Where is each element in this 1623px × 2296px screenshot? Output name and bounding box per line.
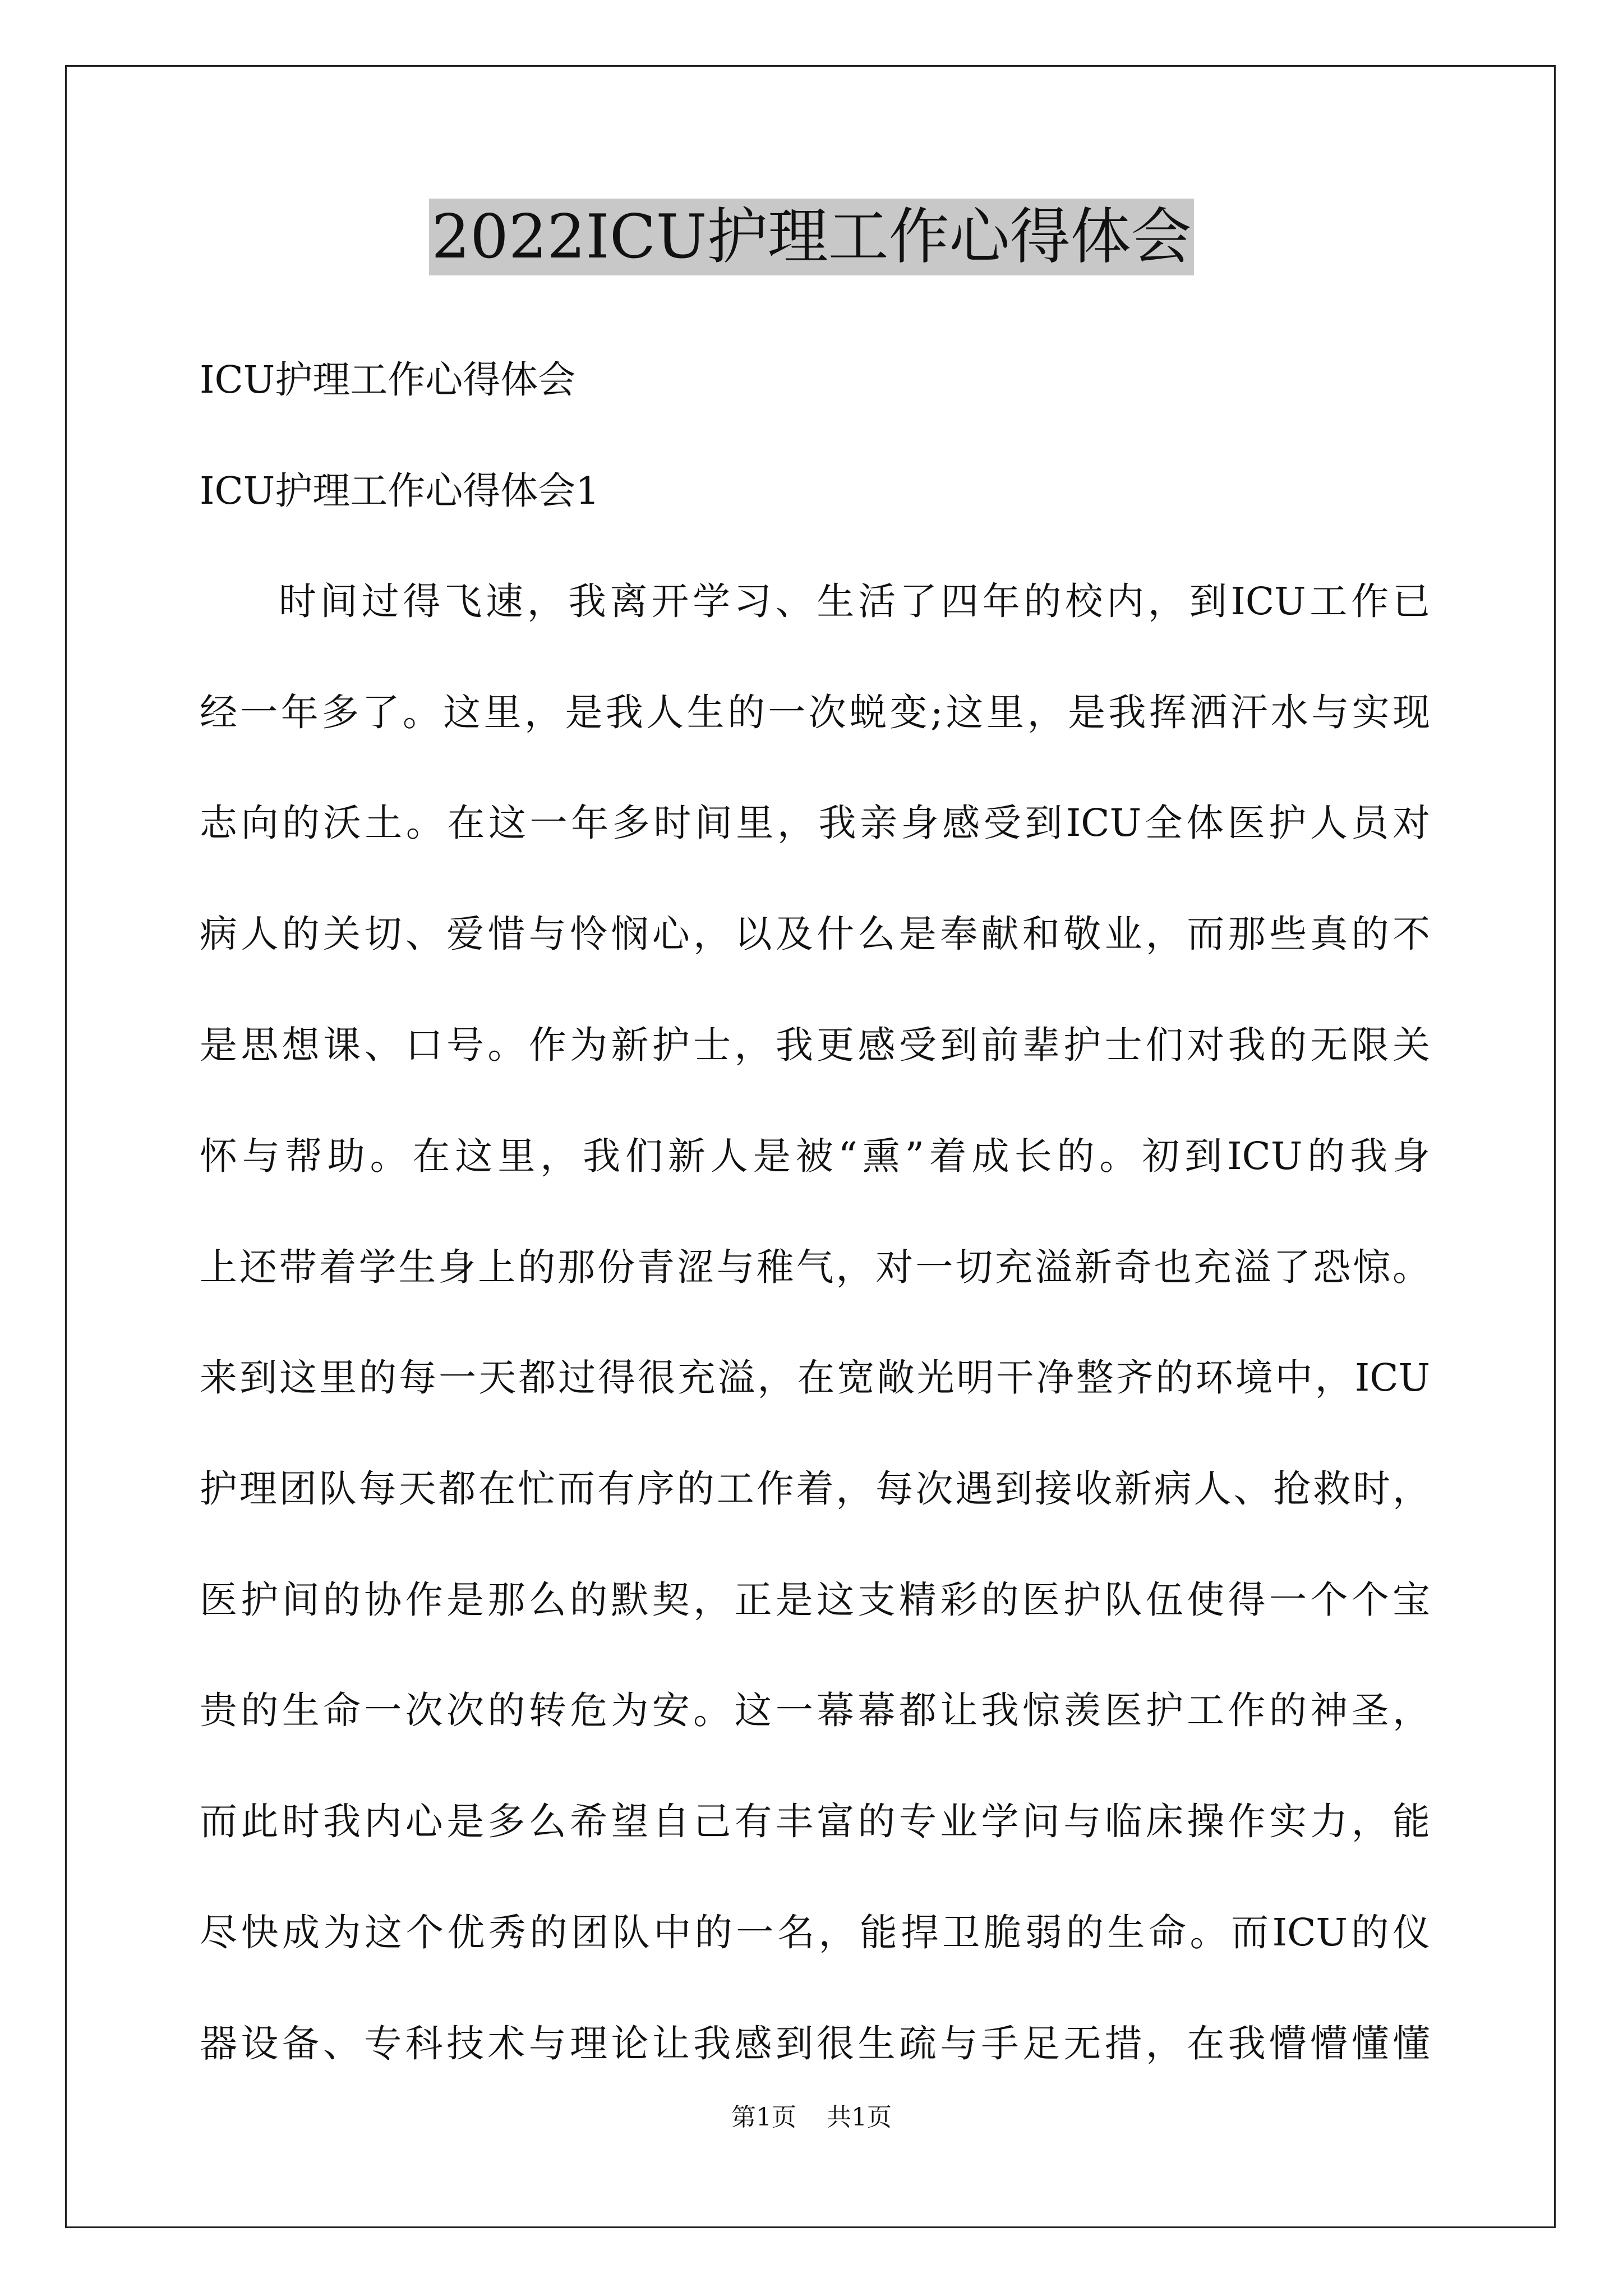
page-total: 共1页 bbox=[827, 2103, 892, 2132]
paragraph-line: 上还带着学生身上的那份青涩与稚气，对一切充溢新奇也充溢了恐惊。 bbox=[200, 1245, 1430, 1289]
paragraph-line: 尽快成为这个优秀的团队中的一名，能捍卫脆弱的生命。而ICU的仪 bbox=[200, 1911, 1430, 1954]
paragraph-line: 医护间的协作是那么的默契，正是这支精彩的医护队伍使得一个个宝 bbox=[200, 1578, 1430, 1622]
section-heading: ICU护理工作心得体会1 bbox=[200, 469, 600, 513]
page-number: 第1页 bbox=[731, 2103, 796, 2132]
paragraph-line: 贵的生命一次次的转危为安。这一幕幕都让我惊羡医护工作的神圣， bbox=[200, 1688, 1430, 1732]
paragraph-line: 而此时我内心是多么希望自己有丰富的专业学问与临床操作实力，能 bbox=[200, 1800, 1430, 1843]
document-title bbox=[0, 195, 1623, 279]
page-footer bbox=[0, 2101, 1623, 2134]
paragraph-line: 器设备、专科技术与理论让我感到很生疏与手足无措，在我懵懵懂懂 bbox=[200, 2022, 1430, 2065]
paragraph-line: 时间过得飞速，我离开学习、生活了四年的校内，到ICU工作已 bbox=[279, 579, 1430, 623]
paragraph-line: 病人的关切、爱惜与怜悯心，以及什么是奉献和敬业，而那些真的不 bbox=[200, 912, 1430, 956]
document-subtitle: ICU护理工作心得体会 bbox=[200, 358, 576, 402]
paragraph-line: 来到这里的每一天都过得很充溢，在宽敞光明干净整齐的环境中，ICU bbox=[200, 1356, 1430, 1400]
paragraph-line: 志向的沃土。在这一年多时间里，我亲身感受到ICU全体医护人员对 bbox=[200, 801, 1430, 845]
paragraph-line: 护理团队每天都在忙而有序的工作着，每次遇到接收新病人、抢救时， bbox=[200, 1467, 1430, 1511]
document-title-text: 2022ICU护理工作心得体会 bbox=[429, 199, 1193, 275]
paragraph-line: 经一年多了。这里，是我人生的一次蜕变;这里，是我挥洒汗水与实现 bbox=[200, 691, 1430, 734]
paragraph-line: 是思想课、口号。作为新护士，我更感受到前辈护士们对我的无限关 bbox=[200, 1023, 1430, 1067]
paragraph-line: 怀与帮助。在这里，我们新人是被“熏”着成长的。初到ICU的我身 bbox=[200, 1134, 1430, 1178]
